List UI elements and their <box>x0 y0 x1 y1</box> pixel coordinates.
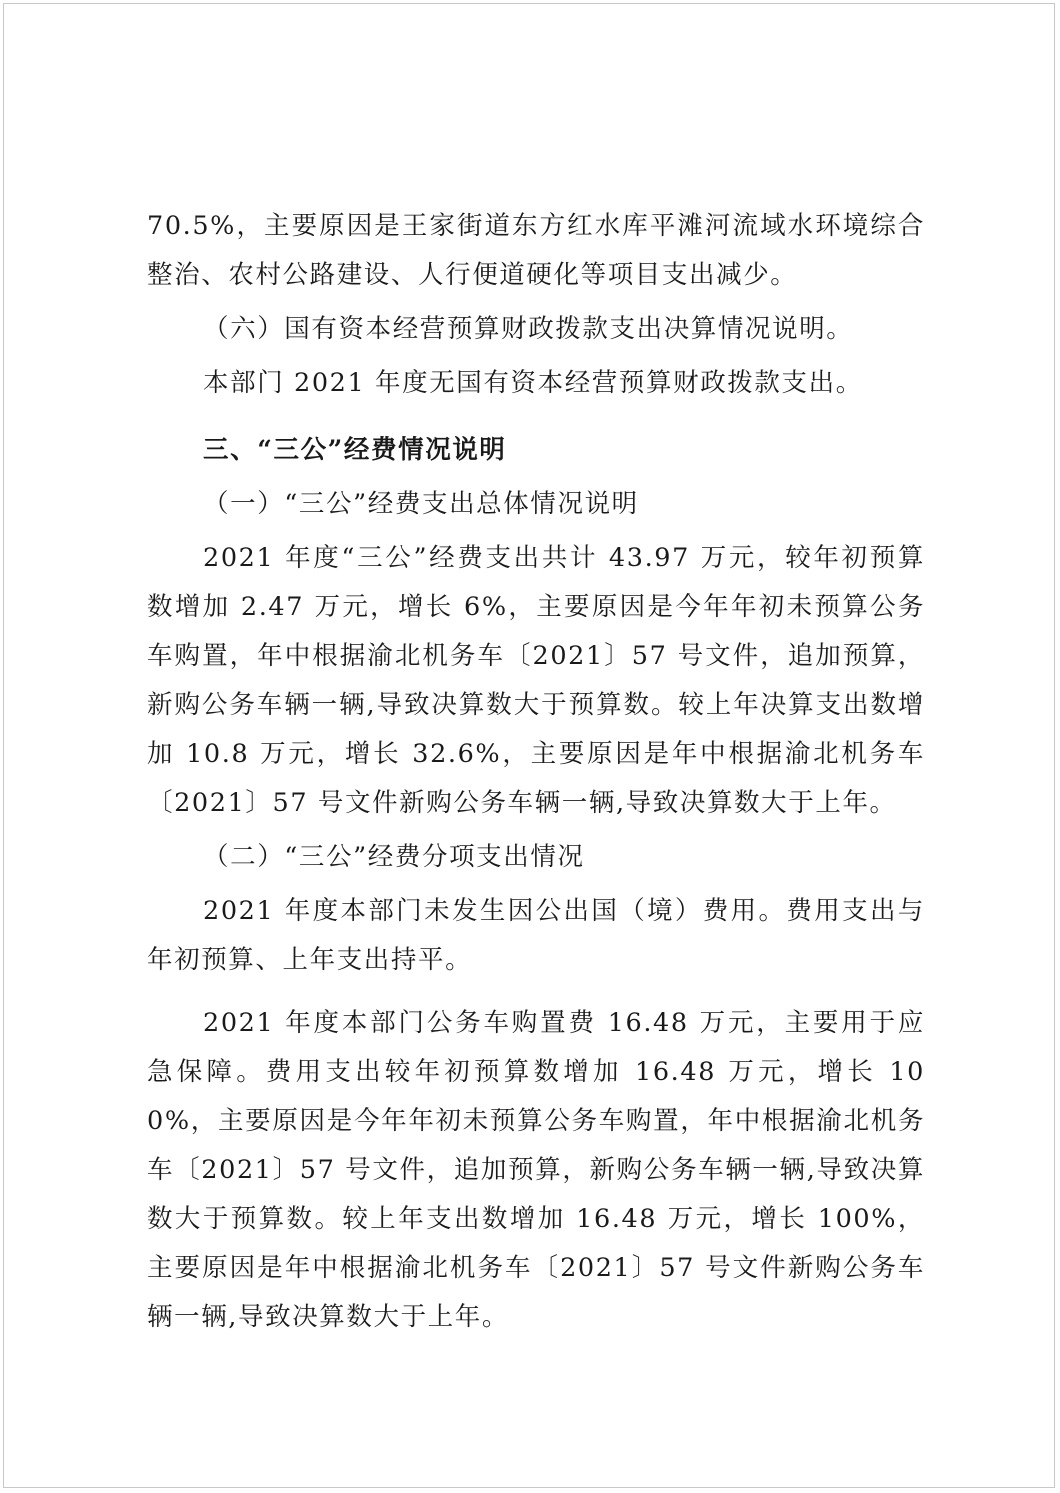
paragraph-vehicle-purchase: 2021 年度本部门公务车购置费 16.48 万元，主要用于应急保障。费用支出较年初预算数增加 16.48 万元，增长 100%，主要原因是今年年初未预算公务车购置，年中根据渝北机务车〔2021〕57 号文件，追加预算，新购公务车辆一辆,导致决算数大于预算数。较上年支出数增加 16.48 万元，增长 100%，主要原因是年中根据渝北机务车〔2021〕57 号文件新购公务车辆一辆,导致决算数大于上年。 <box>147 1008 925 1332</box>
section-6-heading: （六）国有资本经营预算财政拨款支出决算情况说明。 <box>203 314 854 344</box>
paragraph-state-capital: 本部门 2021 年度无国有资本经营预算财政拨款支出。 <box>203 368 863 398</box>
subsection-2-heading: （二）“三公”经费分项支出情况 <box>203 842 585 872</box>
paragraph-continuation: 70.5%，主要原因是王家街道东方红水库平滩河流域水环境综合整治、农村公路建设、人行便道硬化等项目支出减少。 <box>147 211 925 290</box>
subsection-1-heading: （一）“三公”经费支出总体情况说明 <box>203 489 639 519</box>
section-3-heading: 三、“三公”经费情况说明 <box>203 435 507 465</box>
paragraph-overseas-travel: 2021 年度本部门未发生因公出国（境）费用。费用支出与年初预算、上年支出持平。 <box>147 896 925 975</box>
document-body <box>147 202 925 1342</box>
paragraph-overall-expenditure: 2021 年度“三公”经费支出共计 43.97 万元，较年初预算数增加 2.47 万元，增长 6%，主要原因是今年年初未预算公务车购置，年中根据渝北机务车〔2021〕57 号文件，追加预算，新购公务车辆一辆,导致决算数大于预算数。较上年决算支出数增加 10.8 万元，增长 32.6%，主要原因是年中根据渝北机务车〔2021〕57 号文件新购公务车辆一辆,导致决算数大于上年。 <box>147 543 925 818</box>
document-page <box>3 3 1055 1488</box>
